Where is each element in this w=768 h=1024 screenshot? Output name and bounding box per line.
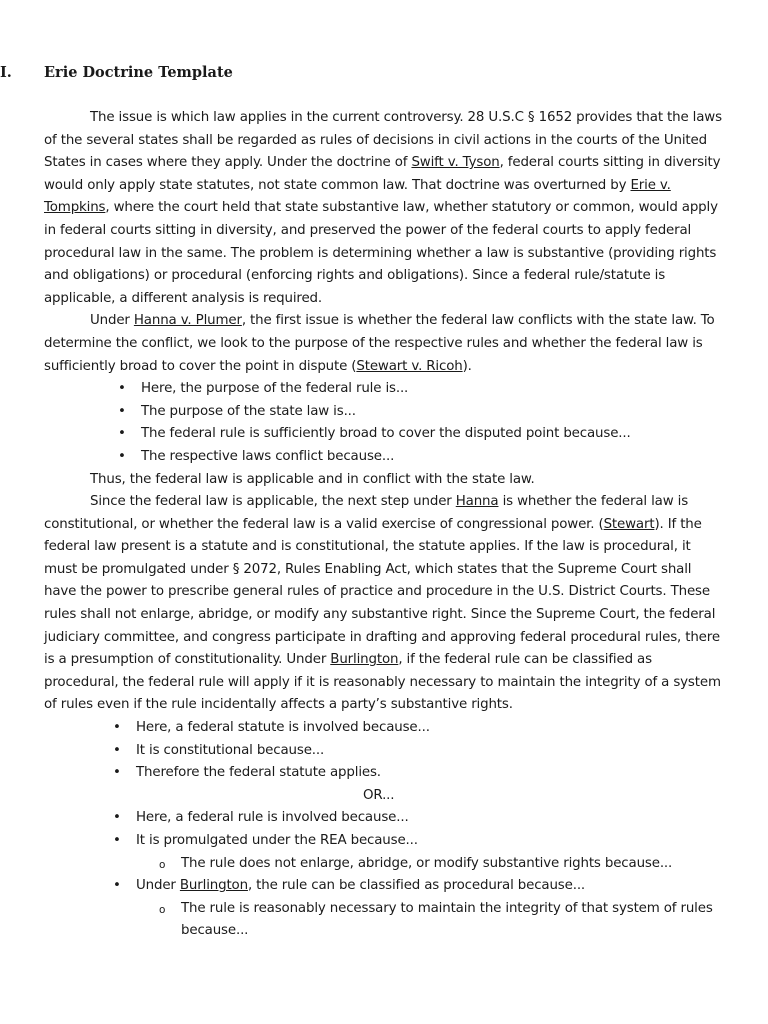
case-stewart-v-ricoh: Stewart v. Ricoh (356, 358, 463, 374)
list-item: • The federal rule is sufficiently broad to cover the disputed point because... (141, 423, 724, 446)
paragraph-hanna-conflict (44, 310, 724, 378)
case-hanna: Hanna (455, 494, 499, 510)
list-item: • Here, a federal rule is involved because... (136, 807, 724, 830)
text-run: Since the federal law is applicable, the next step under (90, 494, 456, 510)
section-title: Erie Doctrine Template (44, 64, 233, 81)
case-swift-v-tyson: Swift v. Tyson (411, 155, 500, 171)
document-body (44, 107, 724, 943)
text-run: , federal courts sitting in diversity would only apply state statutes, not state common law. That doctrine was overturned by (44, 155, 721, 193)
list-item: • Therefore the federal statute applies. (136, 762, 724, 785)
sub-list-item: o The rule is reasonably necessary to maintain the integrity of that system of rules because... (181, 898, 724, 943)
text-run: , the rule can be classified as procedural because... (247, 878, 586, 894)
statute-bullet-list (44, 717, 724, 785)
list-item: • It is constitutional because... (136, 740, 724, 763)
list-item-text: It is promulgated under the REA because... (136, 833, 418, 848)
case-hanna-v-plumer: Hanna v. Plumer (133, 313, 242, 329)
case-burlington-bullet: Burlington (179, 878, 248, 894)
case-stewart: Stewart (603, 516, 655, 532)
list-item: • Here, the purpose of the federal rule is... (141, 378, 724, 401)
sub-list (136, 853, 724, 876)
sub-list (136, 898, 724, 943)
or-separator: OR... (363, 787, 395, 803)
paragraph-constitutionality (44, 491, 724, 717)
case-erie-v-tompkins: Erie v. Tompkins (44, 177, 671, 216)
list-item: • The purpose of the state law is... (141, 401, 724, 424)
text-run: , where the court held that state substantive law, whether statutory or common, would apply in federal courts sitting in diversity, and preserved the power of the federal courts to apply federal procedural law in the same. The problem is determining whether a law is substantive (providing rights and obligations) or procedural (enforcing rights and obligations). Since a federal rule/statute is applicable, a different analysis is required. (44, 200, 718, 306)
paragraph-issue (44, 107, 724, 310)
sub-list-item: o The rule does not enlarge, abridge, or modify substantive rights because... (181, 853, 724, 876)
section-number: I. (0, 64, 12, 81)
conflict-bullet-list (44, 378, 724, 468)
list-item: • The respective laws conflict because... (141, 446, 724, 469)
text-run: is whether the federal law is constitutional, or whether the federal law is a valid exercise of congressional power. ( (44, 494, 689, 532)
case-burlington: Burlington (330, 652, 399, 668)
paragraph-conclusion: Thus, the federal law is applicable and in conflict with the state law. (90, 471, 535, 487)
text-run: ). (462, 358, 472, 374)
text-run: ). If the federal law present is a statute and is constitutional, the statute applies. If the law is procedural, it must be promulgated under § 2072, Rules Enabling Act, which states that the Supreme Court shall have the power to prescribe general rules of practice and procedure in the U.S. District Courts. These rules shall not enlarge, abridge, or modify any substantive right. Since the Supreme Court, the federal judiciary committee, and congress participate in drafting and approving federal procedural rules, there is a presumption of constitutionality. Under (44, 516, 720, 668)
text-run: , if the federal rule can be classified as procedural, the federal rule will apply if it is reasonably necessary to maintain the integrity of a system of rules even if the rule incidentally affects a party’s substantive rights. (44, 652, 721, 713)
list-item (136, 875, 724, 943)
text-run: Under (136, 878, 180, 894)
text-run: Under (90, 313, 134, 329)
list-item (136, 830, 724, 875)
list-item: • Here, a federal statute is involved because... (136, 717, 724, 740)
text-run: , the first issue is whether the federal law conflicts with the state law. To determine the conflict, we look to the purpose of the respective rules and whether the federal law is sufficiently broad to cover the point in dispute ( (44, 313, 715, 374)
rule-bullet-list (44, 807, 724, 943)
text-run: The issue is which law applies in the current controversy. 28 U.S.C § 1652 provides that the laws of the several states shall be regarded as rules of decisions in civil actions in the courts of the United States in cases where they apply. Under the doctrine of (44, 110, 722, 171)
